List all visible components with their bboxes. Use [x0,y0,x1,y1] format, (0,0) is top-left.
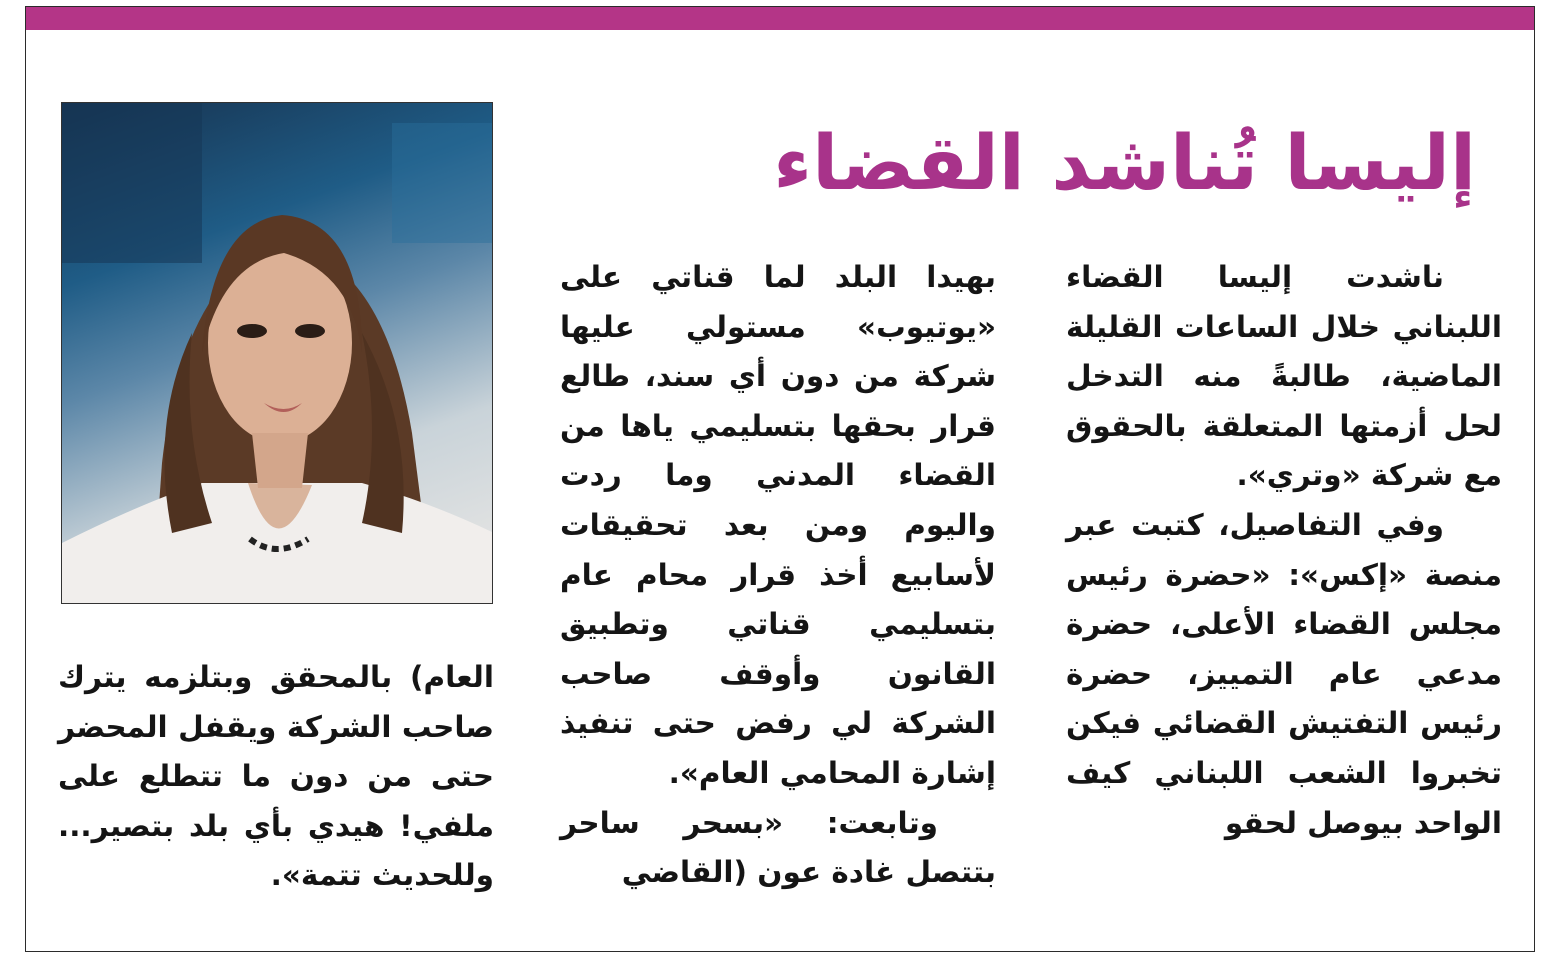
article-column-3 [58,653,494,943]
paragraph [1066,501,1502,848]
paragraph-text: وفي التفاصيل، كتبت عبر منصة «إكس»: «حضرة رئيس مجلس القضاء الأعلى، حضرة مدعي عام التمييز، حضرة رئيس التفتيش القضائي فيكن تخبروا الشعب اللبناني كيف الواحد بيوصل لحقو [1066,507,1502,840]
paragraph [560,799,996,898]
article-column-2 [560,253,996,933]
article-column-1 [1066,253,1502,933]
paragraph-text: بهيدا البلد لما قناتي على «يوتيوب» مستولي عليها شركة من دون أي سند، طالع قرار بحقها بتسليمي ياها من القضاء المدني وما ردت واليوم ومن بعد تحقيقات لأسابيع أخذ قرار محام عام بتسليمي قناتي وتطبيق القانون وأوقف صاحب الشركة لي رفض حتى تنفيذ إشارة المحامي العام». [560,260,996,790]
paragraph-text: وتابعت: «بسحر ساحر بتتصل غادة عون (القاضي [560,805,996,890]
portrait-photo [61,102,493,604]
paragraph-text: العام) بالمحقق وبتلزمه يترك صاحب الشركة ويقفل المحضر حتى من دون ما تتطلع على ملفي! هيدي بأي بلد بتصير... وللحديث تتمة». [58,660,494,893]
paragraph-text: ناشدت إليسا القضاء اللبناني خلال الساعات القليلة الماضية، طالبةً منه التدخل لحل أزمتها المتعلقة بالحقوق مع شركة «وتري». [1066,260,1502,493]
portrait-photo-drawing [62,103,493,604]
paragraph [58,653,494,901]
headline: إليسا تُناشد القضاء [773,118,1476,207]
paragraph [560,253,996,799]
paragraph [1066,253,1502,501]
